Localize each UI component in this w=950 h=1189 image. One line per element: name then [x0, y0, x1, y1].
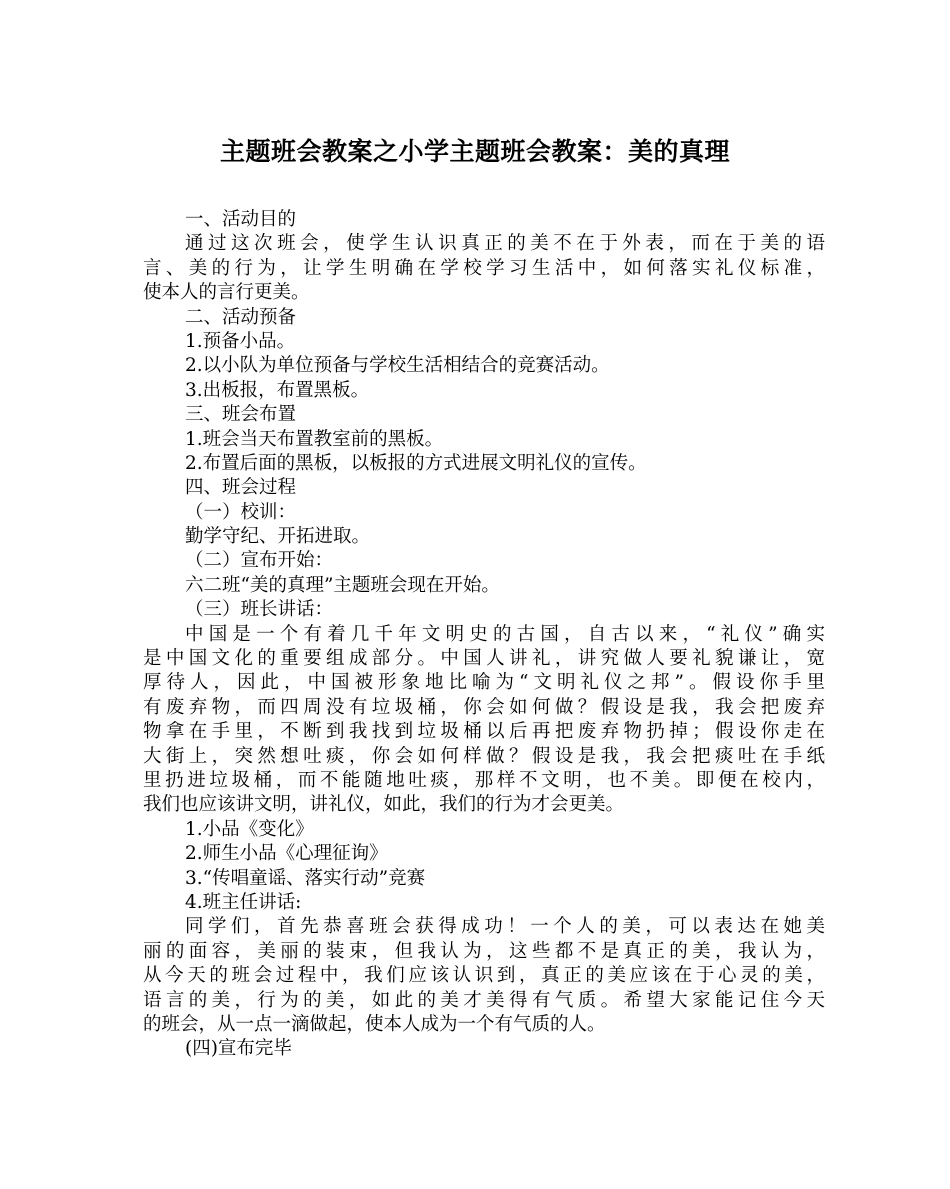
text-line: 的班会，从一点一滴做起，使本人成为一个有气质的人。: [143, 1013, 606, 1035]
text-line: 四、班会过程: [185, 477, 297, 499]
text-line: 3.“传唱童谣、落实行动”竞赛: [185, 867, 426, 889]
text-line: 勤学守纪、开拓进取。: [185, 526, 371, 548]
text-line: （二）宣布开始：: [185, 550, 334, 572]
text-line: 使本人的言行更美。: [143, 282, 310, 304]
text-line: 通过这次班会，使学生认识真正的美不在于外表，而在于美的语: [185, 233, 825, 255]
text-line: （三）班长讲话：: [185, 599, 334, 621]
text-line: 大街上，突然想吐痰，你会如何样做？假设是我，我会把痰吐在手纸: [143, 745, 825, 767]
text-line: 物拿在手里，不断到我找到垃圾桶以后再把废弃物扔掉；假设你走在: [143, 721, 825, 743]
text-line: 2.以小队为单位预备与学校生活相结合的竞赛活动。: [185, 355, 610, 377]
text-line: 言、美的行为，让学生明确在学校学习生活中，如何落实礼仪标准，: [143, 257, 825, 279]
text-line: 同学们，首先恭喜班会获得成功！一个人的美，可以表达在她美: [185, 916, 825, 938]
text-line: 里扔进垃圾桶，而不能随地吐痰，那样不文明，也不美。即便在校内，: [143, 769, 825, 791]
text-line: 语言的美，行为的美，如此的美才美得有气质。希望大家能记住今天: [143, 989, 825, 1011]
text-line: 中国是一个有着几千年文明史的古国，自古以来，“礼仪”确实: [185, 623, 825, 645]
text-line: 丽的面容，美丽的装束，但我认为，这些都不是真正的美，我认为，: [143, 940, 825, 962]
text-line: (四)宣布完毕: [185, 1038, 292, 1060]
text-line: 是中国文化的重要组成部分。中国人讲礼，讲究做人要礼貌谦让，宽: [143, 648, 825, 670]
text-line: 六二班“美的真理”主题班会现在开始。: [185, 574, 500, 596]
text-line: 一、活动目的: [185, 209, 297, 230]
text-line: 1.小品《变化》: [185, 818, 314, 840]
text-line: 从今天的班会过程中，我们应该认识到，真正的美应该在于心灵的美，: [143, 965, 825, 987]
text-line: 有废弃物，而四周没有垃圾桶，你会如何做？假设是我，我会把废弃: [143, 696, 825, 718]
text-line: 厚待人，因此，中国被形象地比喻为“文明礼仪之邦”。假设你手里: [143, 672, 825, 694]
text-line: 二、活动预备: [185, 306, 297, 328]
text-line: 3.出板报，布置黑板。: [185, 379, 370, 401]
text-line: （一）校训：: [185, 501, 297, 523]
text-line: 三、班会布置: [185, 404, 297, 426]
text-line: 1.预备小品。: [185, 330, 296, 352]
text-line: 1.班会当天布置教室前的黑板。: [185, 428, 444, 450]
text-line: 4.班主任讲话:: [185, 891, 302, 913]
text-line: 2.布置后面的黑板，以板报的方式进展文明礼仪的宣传。: [185, 452, 647, 474]
document-body: [143, 208, 825, 1062]
document-title: 主题班会教案之小学主题班会教案：美的真理: [219, 137, 730, 166]
text-line: 2.师生小品《心理征询》: [185, 843, 388, 865]
text-line: 我们也应该讲文明，讲礼仪，如此，我们的行为才会更美。: [143, 794, 625, 816]
